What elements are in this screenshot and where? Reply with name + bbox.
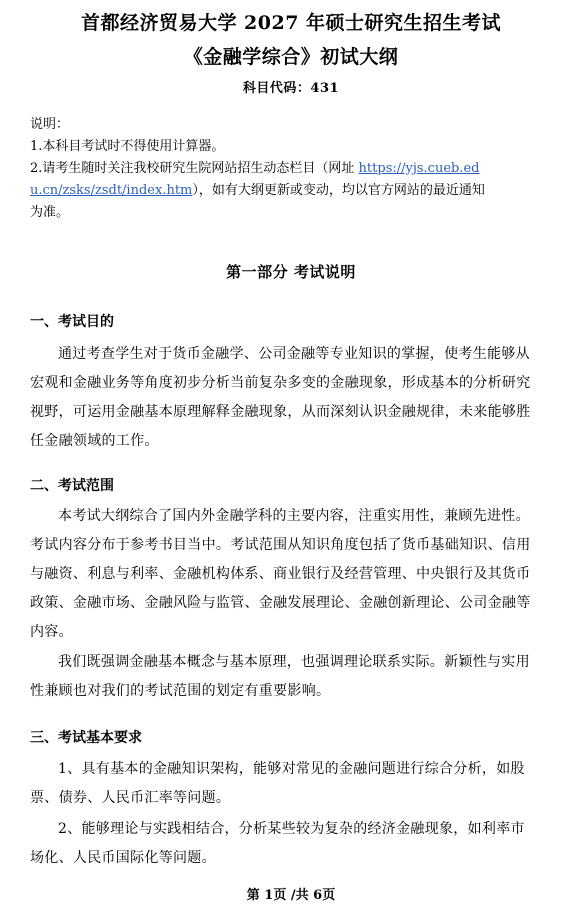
paragraph-line: 票、债券、人民币汇率等问题。	[30, 790, 231, 806]
document-subtitle: 《金融学综合》初试大纲	[183, 46, 399, 68]
note-item-2-line-2	[30, 180, 560, 202]
note-item-2-suffix: ），如有大纲更新或变动，均以官方网站的最近通知	[192, 183, 485, 198]
note-item-2-line-3: 为准。	[30, 205, 70, 220]
paragraph-line: 场化、人民币国际化等问题。	[30, 850, 216, 866]
paragraph-line: 视野，可运用金融基本原理解释金融现象，从而深刻认识金融规律，未来能够胜	[30, 404, 531, 420]
graduate-website-link-continued[interactable]: u.cn/zsks/zsdt/index.htm	[30, 183, 193, 198]
paragraph-line: 本考试大纲综合了国内外金融学科的主要内容，注重实用性，兼顾先进性。	[58, 508, 530, 524]
part-heading: 第一部分 考试说明	[226, 263, 356, 281]
note-item-2-line-1	[30, 158, 560, 180]
section-heading-scope: 二、考试范围	[30, 478, 114, 494]
subject-code: 科目代码：431	[242, 81, 340, 96]
section-heading-requirements: 三、考试基本要求	[30, 730, 142, 746]
section-requirements-item-2	[30, 815, 560, 873]
paragraph-line: 1、具有基本的金融知识架构，能够对常见的金融问题进行综合分析，如股	[58, 761, 525, 777]
paragraph-line: 内容。	[30, 624, 73, 640]
paragraph-line: 与融资、利息与利率、金融机构体系、商业银行及经营管理、中央银行及其货币	[30, 566, 531, 582]
section-scope-paragraph-2	[30, 648, 560, 706]
section-scope-paragraph-1	[30, 502, 560, 647]
paragraph-line: 考试内容分布于参考书目当中。考试范围从知识角度包括了货币基础知识、信用	[30, 537, 531, 553]
paragraph-line: 我们既强调金融基本概念与基本原理，也强调理论联系实际。新颖性与实用	[58, 654, 530, 670]
section-purpose-paragraph	[30, 340, 560, 456]
notes-heading: 说明：	[30, 117, 70, 132]
paragraph-line: 任金融领域的工作。	[30, 433, 159, 449]
paragraph-line: 2、能够理论与实践相结合，分析某些较为复杂的经济金融现象，如利率市	[58, 821, 525, 837]
paragraph-line: 通过考查学生对于货币金融学、公司金融等专业知识的掌握，使考生能够从	[58, 346, 530, 362]
paragraph-line: 政策、金融市场、金融风险与监管、金融发展理论、金融创新理论、公司金融等	[30, 595, 531, 611]
paragraph-line: 宏观和金融业务等角度初步分析当前复杂多变的金融现象，形成基本的分析研究	[30, 375, 531, 391]
section-heading-purpose: 一、考试目的	[30, 314, 114, 330]
section-requirements-item-1	[30, 755, 560, 813]
note-item-2-prefix: 2.请考生随时关注我校研究生院网站招生动态栏目（网址	[30, 161, 359, 176]
paragraph-line: 性兼顾也对我们的考试范围的划定有重要影响。	[30, 683, 331, 699]
page-number-footer: 第 1页 /共 6页	[246, 888, 336, 903]
notes-block	[30, 114, 560, 224]
graduate-website-link[interactable]: https://yjs.cueb.ed	[358, 161, 480, 176]
note-item-1: 1.本科目考试时不得使用计算器。	[30, 139, 225, 154]
document-title: 首都经济贸易大学 2027 年硕士研究生招生考试	[80, 12, 502, 34]
